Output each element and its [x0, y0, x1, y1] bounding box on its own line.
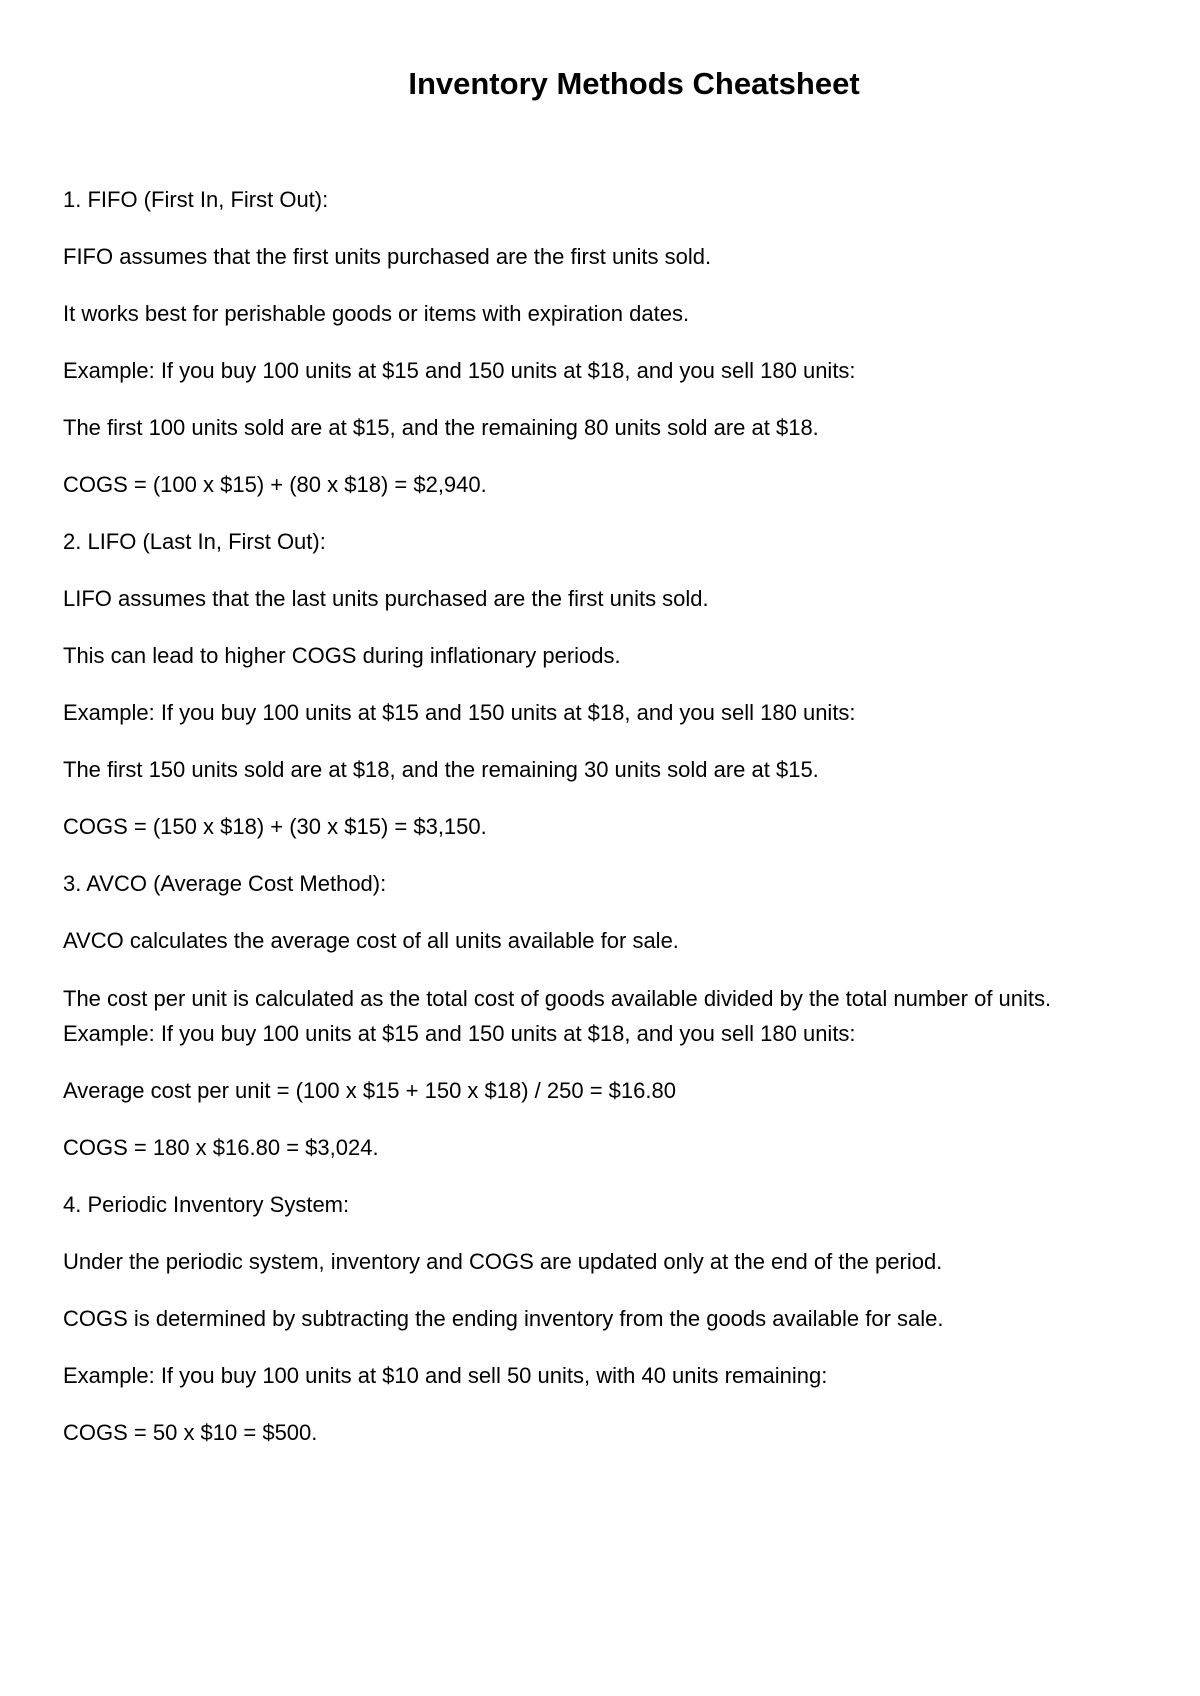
- formula-line: COGS = 180 x $16.80 = $3,024.: [63, 1135, 379, 1160]
- paragraph-line: This can lead to higher COGS during inflationary periods.: [63, 643, 621, 668]
- paragraph-line: Under the periodic system, inventory and COGS are updated only at the end of the period.: [63, 1249, 943, 1274]
- example-line: Example: If you buy 100 units at $15 and 150 units at $18, and you sell 180 units:: [63, 1021, 856, 1046]
- example-line: Example: If you buy 100 units at $15 and 150 units at $18, and you sell 180 units:: [63, 358, 856, 383]
- paragraph-line: AVCO calculates the average cost of all units available for sale.: [63, 928, 679, 953]
- paragraph-line: The first 100 units sold are at $15, and the remaining 80 units sold are at $18.: [63, 415, 819, 440]
- formula-line: COGS = 50 x $10 = $500.: [63, 1420, 318, 1445]
- paragraph-line: COGS is determined by subtracting the ending inventory from the goods available for sale.: [63, 1306, 944, 1331]
- section-heading-fifo: 1. FIFO (First In, First Out):: [63, 187, 329, 212]
- paragraph-line: FIFO assumes that the first units purchased are the first units sold.: [63, 244, 712, 269]
- paragraph-line: The first 150 units sold are at $18, and the remaining 30 units sold are at $15.: [63, 757, 819, 782]
- paragraph-line: LIFO assumes that the last units purchased are the first units sold.: [63, 586, 709, 611]
- paragraph-line: It works best for perishable goods or items with expiration dates.: [63, 301, 690, 326]
- formula-line: COGS = (150 x $18) + (30 x $15) = $3,150.: [63, 814, 487, 839]
- example-line: Example: If you buy 100 units at $10 and sell 50 units, with 40 units remaining:: [63, 1363, 828, 1388]
- document-title: Inventory Methods Cheatsheet: [408, 66, 860, 101]
- section-heading-periodic: 4. Periodic Inventory System:: [63, 1192, 350, 1217]
- document-body: [63, 185, 1148, 1475]
- example-line: Example: If you buy 100 units at $15 and 150 units at $18, and you sell 180 units:: [63, 700, 856, 725]
- formula-line: COGS = (100 x $15) + (80 x $18) = $2,940.: [63, 472, 487, 497]
- section-heading-lifo: 2. LIFO (Last In, First Out):: [63, 529, 326, 554]
- formula-line: Average cost per unit = (100 x $15 + 150 x $18) / 250 = $16.80: [63, 1078, 676, 1103]
- section-heading-avco: 3. AVCO (Average Cost Method):: [63, 871, 387, 896]
- paragraph-line: The cost per unit is calculated as the total cost of goods available divided by the total number of units.: [63, 986, 1052, 1011]
